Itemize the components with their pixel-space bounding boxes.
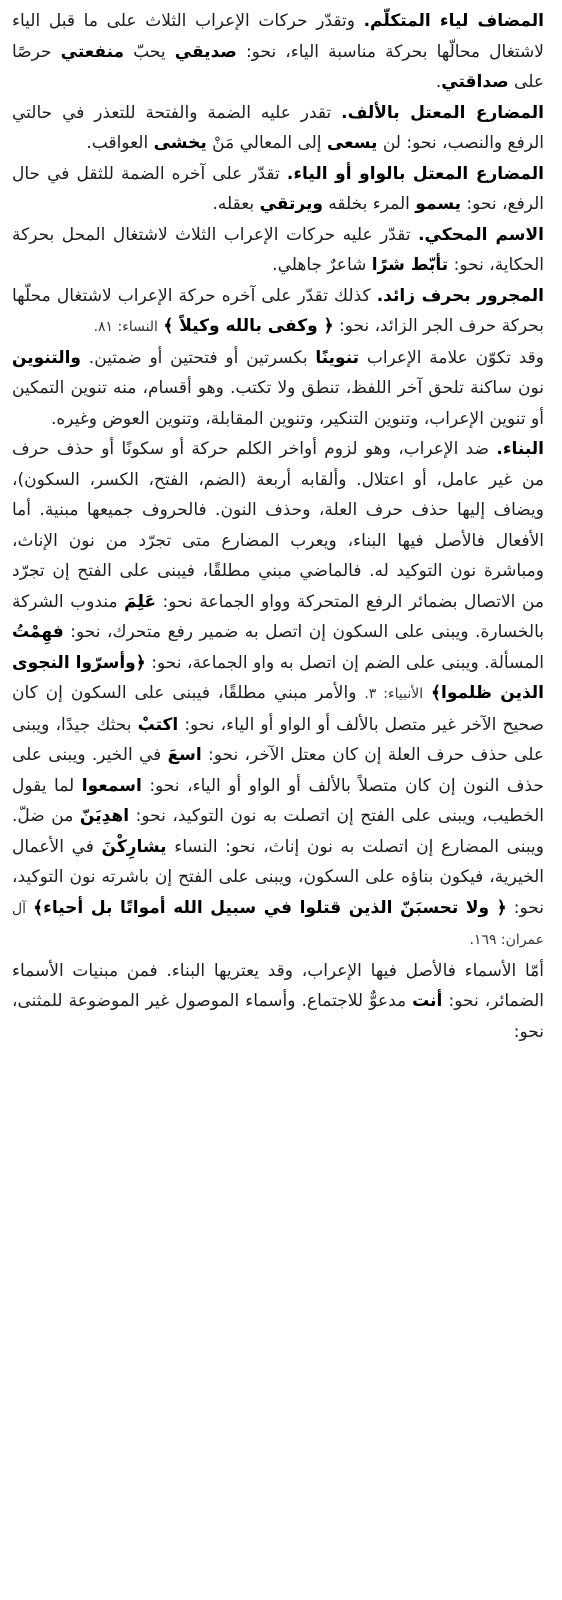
text: مندوب الشركة بالخسارة. ويبنى على السكون إن اتصل به ضمير رفع متحرك، نحو:	[12, 591, 544, 642]
entry-title: المضارع المعتل بالألف.	[341, 102, 544, 123]
example-word: ويرتقي	[259, 194, 323, 214]
text: بحثك جيدًا، ويبنى على حذف حرف العلة إن كان معتل الآخر، نحو:	[12, 714, 544, 765]
entry-title: المجرور بحرف زائد.	[376, 285, 545, 306]
section-asmaa	[12, 956, 544, 1048]
term: تنوينًا	[315, 347, 360, 368]
text: نون ساكنة تلحق آخر اللفظ، تنطق ولا تكتب. وهو أقسام، منه تنوين التمكين أو تنوين الإعراب، وتنوين التنكير، وتنوين المقابلة، وتنوين العوض وغيره.	[12, 378, 544, 429]
text: بعقله.	[212, 194, 260, 214]
text: المرء بخلقه	[322, 194, 416, 214]
text: تقدر عليه الضمة والفتحة للتعذر في حالتي الرفع والنصب، نحو: لن	[12, 102, 544, 153]
text: حرصًا على	[12, 41, 544, 92]
example-word: اسعَ	[167, 745, 202, 765]
example-word: منفعتي	[60, 41, 125, 62]
example-word: تأبّط شرًا	[371, 255, 449, 275]
text: العواقب.	[86, 133, 154, 153]
text: يحبّ	[124, 41, 175, 62]
example-word: يسمو	[415, 194, 462, 214]
text: إلى المعالي مَنْ	[206, 133, 327, 153]
entry-mahki	[12, 220, 544, 281]
text: وقد تكوّن علامة الإعراب	[359, 347, 544, 368]
entry-majrur	[12, 281, 544, 343]
quran-quote: ﴿وأسرّوا النجوى الذين ظلموا﴾	[12, 652, 544, 703]
text: من ضلّ. ويبنى المضارع إن اتصلت به نون إناث، نحو: النساء	[12, 806, 545, 857]
example-word: اهدِيَنّ	[79, 806, 130, 826]
text	[423, 683, 431, 703]
citation: الأنبياء: ٣.	[364, 686, 424, 702]
example-word: يسعى	[326, 133, 378, 153]
citation: النساء: ٨١.	[93, 319, 158, 335]
section-tanween	[12, 343, 544, 435]
example-word: يخشى	[153, 133, 207, 153]
text: المسألة. ويبنى على الضم إن اتصل به واو الجماعة، نحو:	[145, 652, 544, 673]
example-word: فهِمْتُ	[12, 622, 64, 642]
text: في الخير. ويبنى على حذف النون إن كان متصلاً بالألف أو الواو أو الياء، نحو:	[12, 745, 544, 796]
text: وتقدّر حركات الإعراب الثلاث على ما قبل الياء لاشتغال محالّها بحركة مناسبة الياء، نحو:	[12, 11, 544, 62]
entry-mudaf	[12, 6, 544, 98]
entry-title: المضارع المعتل بالواو أو الياء.	[286, 163, 544, 184]
example-word: يشارِكْنَ	[101, 836, 167, 857]
text: .	[435, 72, 442, 92]
text: لما يقول الخطيب، ويبنى على الفتح إن اتصلت به نون التوكيد، نحو:	[12, 775, 544, 826]
example-word: صديقي	[174, 41, 237, 62]
text: ضد الإعراب، وهو لزوم أواخر الكلم حركة أو سكونًا أو حذف حرف من غير عامل، أو اعتلال. وألقابه أربعة (الضم، الفتح، الكسر، السكون)، ويضاف إليها حذف حرف العلة، وحذف النون. فالحروف جميعها مبنية. أما الأفعال فالأصل فيها البناء، ويعرب المضارع متى تجرّد من نون الإناث، ومباشرة نون التوكيد له. فالماضي مبني مطلقًا، فيبنى على الفتح إن تجرّد من الاتصال بضمائر الرفع المتحركة وواو الجماعة نحو:	[12, 439, 544, 612]
entry-mudari-alif	[12, 98, 544, 159]
text: تقدّر على آخره الضمة للثقل في حال الرفع، نحو:	[12, 163, 544, 214]
text: أمّا الأسماء فالأصل فيها الإعراب، وقد يعتريها البناء. فمن مبنيات الأسماء الضمائر، نحو:	[12, 960, 544, 1011]
quran-quote: ﴿ ولا تحسبَنّ الذين قتلوا في سبيل الله أمواتًا بل أحياء﴾	[33, 897, 507, 918]
section-title: البناء.	[496, 439, 544, 459]
entry-title: المضاف لياء المتكلّم.	[363, 11, 545, 31]
entry-mudari-waw-ya	[12, 159, 544, 220]
example-word: أنت	[412, 991, 443, 1011]
text: تقدّر عليه حركات الإعراب الثلاث لاشتغال المحل بحركة الحكاية، نحو:	[12, 224, 544, 275]
text: شاعرٌ جاهلي.	[272, 255, 372, 275]
example-word: اكتبْ	[137, 714, 179, 735]
term: والتنوين	[12, 347, 81, 368]
text: كذلك تقدّر على آخره حركة الإعراب لاشتغال محلّها بحركة حرف الجر الزائد، نحو:	[12, 285, 544, 336]
example-word: عَلِمَ	[124, 591, 157, 612]
text: في الأعمال الخيرية، فيكون بناؤه على السكون، ويبنى على الفتح إن باشرته نون التوكيد، نحو:	[12, 836, 545, 918]
text: بكسرتين أو فتحتين أو ضمتين.	[81, 347, 316, 368]
example-word: صداقتي	[441, 72, 509, 92]
citation: آل عمران: ١٦٩.	[12, 900, 544, 948]
quran-quote: ﴿ وكفى بالله وكيلاً ﴾	[163, 316, 334, 336]
example-word: اسمعوا	[81, 775, 142, 796]
section-binaa	[12, 434, 544, 956]
text: مدعوٌّ للاجتماع. وأسماء الموصول غير الموضوعة للمثنى، نحو:	[12, 991, 544, 1042]
text: والأمر مبني مطلقًا، فيبنى على السكون إن كان صحيح الآخر غير متصل بالألف أو الواو أو الياء، نحو:	[12, 683, 544, 735]
entry-title: الاسم المحكي.	[418, 224, 545, 245]
